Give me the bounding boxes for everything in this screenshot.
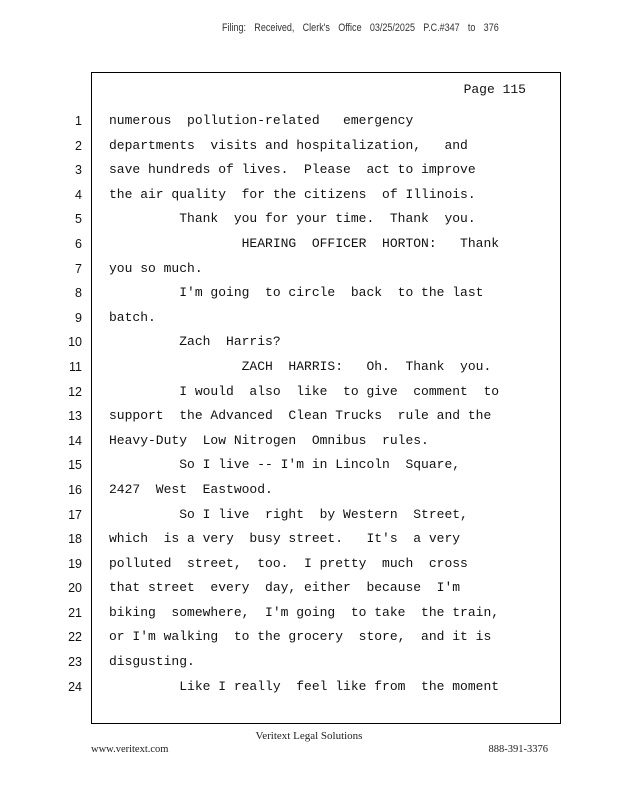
transcript-line: biking somewhere, I'm going to take the train, [109, 604, 500, 620]
transcript-text [109, 112, 549, 702]
transcript-line: ZACH HARRIS: Oh. Thank you. [109, 358, 492, 374]
line-number: 23 [68, 655, 82, 670]
line-number: 7 [75, 261, 82, 276]
line-number: 24 [68, 679, 82, 694]
transcript-line: Thank you for your time. Thank you. [109, 211, 476, 227]
line-number: 1 [75, 114, 82, 128]
line-number: 4 [75, 187, 82, 202]
transcript-line: which is a very busy street. It's a very [109, 531, 461, 547]
line-number: 8 [75, 286, 82, 301]
line-number-column [66, 112, 82, 702]
footer-company: Veritext Legal Solutions [255, 730, 363, 742]
line-number: 18 [68, 532, 82, 547]
line-number: 22 [68, 630, 82, 645]
line-number: 9 [75, 310, 82, 325]
line-number: 2 [75, 138, 82, 153]
transcript-line: So I live -- I'm in Lincoln Square, [109, 457, 461, 473]
line-number: 3 [75, 163, 82, 178]
filing-stamp: Filing: Received, Clerk's Office 03/25/2025 P.C.#347 to 376 [222, 22, 499, 34]
transcript-line: disgusting. [109, 654, 195, 670]
transcript-line: the air quality for the citizens of Illinois. [109, 186, 476, 202]
line-number: 17 [68, 507, 82, 522]
line-number: 19 [68, 556, 82, 571]
line-number: 20 [68, 581, 82, 596]
transcript-line: Zach Harris? [109, 334, 281, 350]
transcript-line: HEARING OFFICER HORTON: Thank [109, 235, 500, 251]
transcript-line: polluted street, too. I pretty much cross [109, 555, 468, 571]
line-number: 16 [68, 482, 82, 497]
line-number: 12 [68, 384, 82, 399]
transcript-line: batch. [109, 309, 156, 325]
line-number: 10 [68, 335, 82, 350]
transcript-line: I'm going to circle back to the last [109, 285, 484, 301]
transcript-line: departments visits and hospitalization, and [109, 137, 468, 153]
transcript-line: or I'm walking to the grocery store, and it is [109, 629, 492, 645]
line-number: 15 [68, 458, 82, 473]
transcript-line: numerous pollution-related emergency [109, 113, 414, 128]
footer-phone: 888-391-3376 [488, 744, 548, 755]
footer-website: www.veritext.com [91, 744, 169, 755]
line-number: 21 [68, 605, 82, 620]
transcript-line: Like I really feel like from the moment [109, 678, 500, 694]
transcript-line: that street every day, either because I'm [109, 580, 461, 596]
transcript-line: support the Advanced Clean Trucks rule and the [109, 408, 492, 424]
page-number: Page 115 [463, 82, 526, 97]
transcript-line: Heavy-Duty Low Nitrogen Omnibus rules. [109, 432, 429, 448]
line-number: 13 [68, 409, 82, 424]
line-number: 11 [69, 359, 82, 374]
transcript-line: you so much. [109, 260, 203, 276]
line-number: 6 [75, 236, 82, 251]
transcript-line: So I live right by Western Street, [109, 506, 468, 522]
transcript-line: 2427 West Eastwood. [109, 481, 273, 497]
transcript-line: save hundreds of lives. Please act to improve [109, 162, 476, 178]
line-number: 14 [68, 433, 82, 448]
transcript-line: I would also like to give comment to [109, 383, 500, 399]
line-number: 5 [75, 212, 82, 227]
